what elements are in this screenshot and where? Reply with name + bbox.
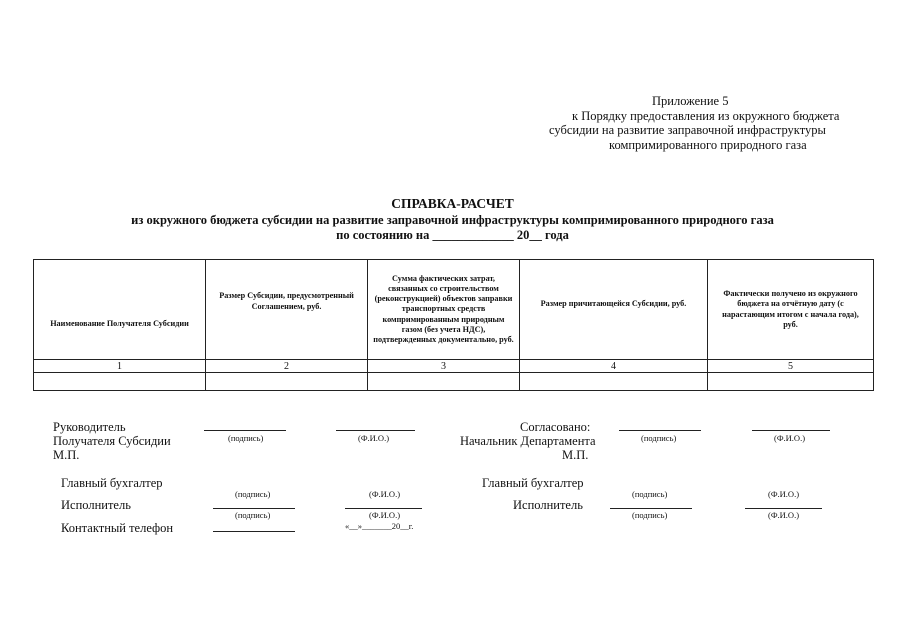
column-number: 5 <box>708 360 874 373</box>
fio-caption: (Ф.И.О.) <box>369 510 401 520</box>
appendix-line: компримированного природного газа <box>609 138 807 152</box>
column-number: 1 <box>34 360 206 373</box>
stamp-label: М.П. <box>562 448 589 462</box>
signature-caption: (подпись) <box>632 510 668 520</box>
table-header-row <box>34 260 874 360</box>
table-row <box>34 373 874 391</box>
table-cell[interactable] <box>708 373 874 391</box>
signature-caption: (подпись) <box>228 433 264 443</box>
appendix-line: к Порядку предоставления из окружного бюджета <box>572 109 840 123</box>
executor-fio-line[interactable] <box>745 508 822 509</box>
signature-caption: (подпись) <box>235 489 271 499</box>
executor-label: Исполнитель <box>61 498 131 512</box>
table-number-row <box>34 360 874 373</box>
chief-accountant-label: Главный бухгалтер <box>482 476 584 490</box>
signature-caption: (подпись) <box>235 510 271 520</box>
stamp-label: М.П. <box>53 448 80 462</box>
contact-phone-label: Контактный телефон <box>61 521 174 535</box>
table-cell[interactable] <box>206 373 368 391</box>
signature-caption: (подпись) <box>641 433 677 443</box>
executor-signature-line[interactable] <box>610 508 692 509</box>
column-number: 4 <box>520 360 708 373</box>
table-cell[interactable] <box>520 373 708 391</box>
head-signature-line[interactable] <box>204 430 286 431</box>
table-cell[interactable] <box>34 373 206 391</box>
calculation-table <box>33 259 874 391</box>
dept-fio-line[interactable] <box>752 430 830 431</box>
fio-caption: (Ф.И.О.) <box>369 489 401 499</box>
recipient-label: Получателя Субсидии <box>53 434 171 448</box>
agreed-label: Согласовано: <box>520 420 591 434</box>
as-of-date-line: по состоянию на _____________ 20__ года <box>336 228 569 242</box>
column-header-recipient: Наименование Получателя Субсидии <box>34 260 206 360</box>
fio-caption: (Ф.И.О.) <box>768 489 800 499</box>
chief-accountant-label: Главный бухгалтер <box>61 476 163 490</box>
appendix-line: субсидии на развитие заправочной инфраструктуры <box>549 123 826 137</box>
column-header-due-subsidy: Размер причитающейся Субсидии, руб. <box>520 260 708 360</box>
column-header-received: Фактически получено из окружного бюджета на отчётную дату (с нарастающим итогом с начала года), руб. <box>708 260 874 360</box>
contact-phone-line[interactable] <box>213 531 295 532</box>
column-number: 2 <box>206 360 368 373</box>
column-header-actual-costs: Сумма фактических затрат, связанных со строительством (реконструкцией) объектов заправки транспортных средств компримированным природным газом (без учета НДС), подтвержденных документально, руб. <box>368 260 520 360</box>
executor-label: Исполнитель <box>513 498 583 512</box>
fio-caption: (Ф.И.О.) <box>774 433 806 443</box>
fio-caption: (Ф.И.О.) <box>768 510 800 520</box>
head-label: Руководитель <box>53 420 126 434</box>
column-header-subsidy-amount: Размер Субсидии, предусмотренный Соглашением, руб. <box>206 260 368 360</box>
table-cell[interactable] <box>368 373 520 391</box>
appendix-number: Приложение 5 <box>652 94 729 108</box>
document-title: СПРАВКА-РАСЧЕТ <box>391 196 514 211</box>
dept-signature-line[interactable] <box>619 430 701 431</box>
column-number: 3 <box>368 360 520 373</box>
signature-caption: (подпись) <box>632 489 668 499</box>
date-blank[interactable]: «__»_______20__г. <box>345 521 414 531</box>
head-fio-line[interactable] <box>336 430 415 431</box>
executor-fio-line[interactable] <box>345 508 422 509</box>
fio-caption: (Ф.И.О.) <box>358 433 390 443</box>
department-head-label: Начальник Департамента <box>460 434 596 448</box>
document-subtitle: из окружного бюджета субсидии на развитие заправочной инфраструктуры компримированного природного газа <box>131 213 774 227</box>
executor-signature-line[interactable] <box>213 508 295 509</box>
